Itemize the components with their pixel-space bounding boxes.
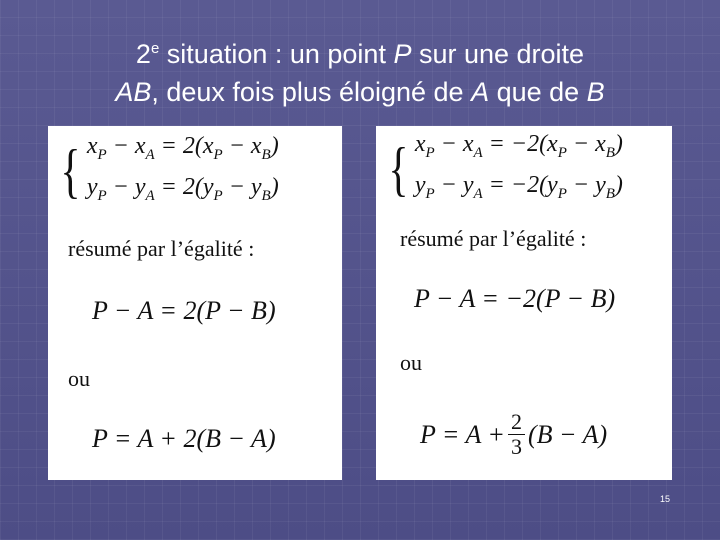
left-system-line-2: $y_P - y_A = 2(y_P - y_B)$ — [86, 173, 279, 204]
right-equation-1: P − A = −2(P − B) — [414, 284, 616, 313]
fraction-two-thirds — [508, 410, 525, 459]
left-brace: { — [60, 137, 81, 204]
title-line-2: AB, deux fois plus éloigné de A que de B — [115, 77, 605, 107]
left-equation-2: P = A + 2(B − A) — [92, 424, 276, 453]
left-ou-text: ou — [68, 366, 90, 391]
fraction-numerator: 2 — [508, 410, 525, 435]
page-number: 15 — [660, 494, 671, 504]
left-system — [56, 130, 279, 212]
right-equation-2 — [420, 410, 607, 459]
fraction-denominator: 3 — [510, 434, 522, 459]
title-line-1: 2e situation : un point P sur une droite — [135, 39, 585, 69]
right-brace: { — [388, 135, 409, 202]
left-system-line-1: $x_P - x_A = 2(x_P - x_B)$ — [86, 133, 279, 163]
right-eq2-prefix: P = A + — [420, 419, 505, 449]
right-system-line-1: $x_P - x_A = -2(x_P - x_B)$ — [414, 131, 623, 161]
left-equation-1: P − A = 2(P − B) — [92, 296, 276, 325]
right-resume-text: résumé par l’égalité : — [400, 226, 587, 251]
right-system — [384, 128, 623, 210]
left-panel — [48, 126, 342, 480]
left-resume-text: résumé par l’égalité : — [68, 236, 255, 261]
right-ou-text: ou — [400, 350, 422, 375]
slide-title — [0, 30, 720, 111]
right-panel — [376, 126, 672, 480]
right-eq2-suffix: (B − A) — [527, 419, 608, 449]
right-system-line-2: $y_P - y_A = -2(y_P - y_B)$ — [414, 171, 623, 202]
